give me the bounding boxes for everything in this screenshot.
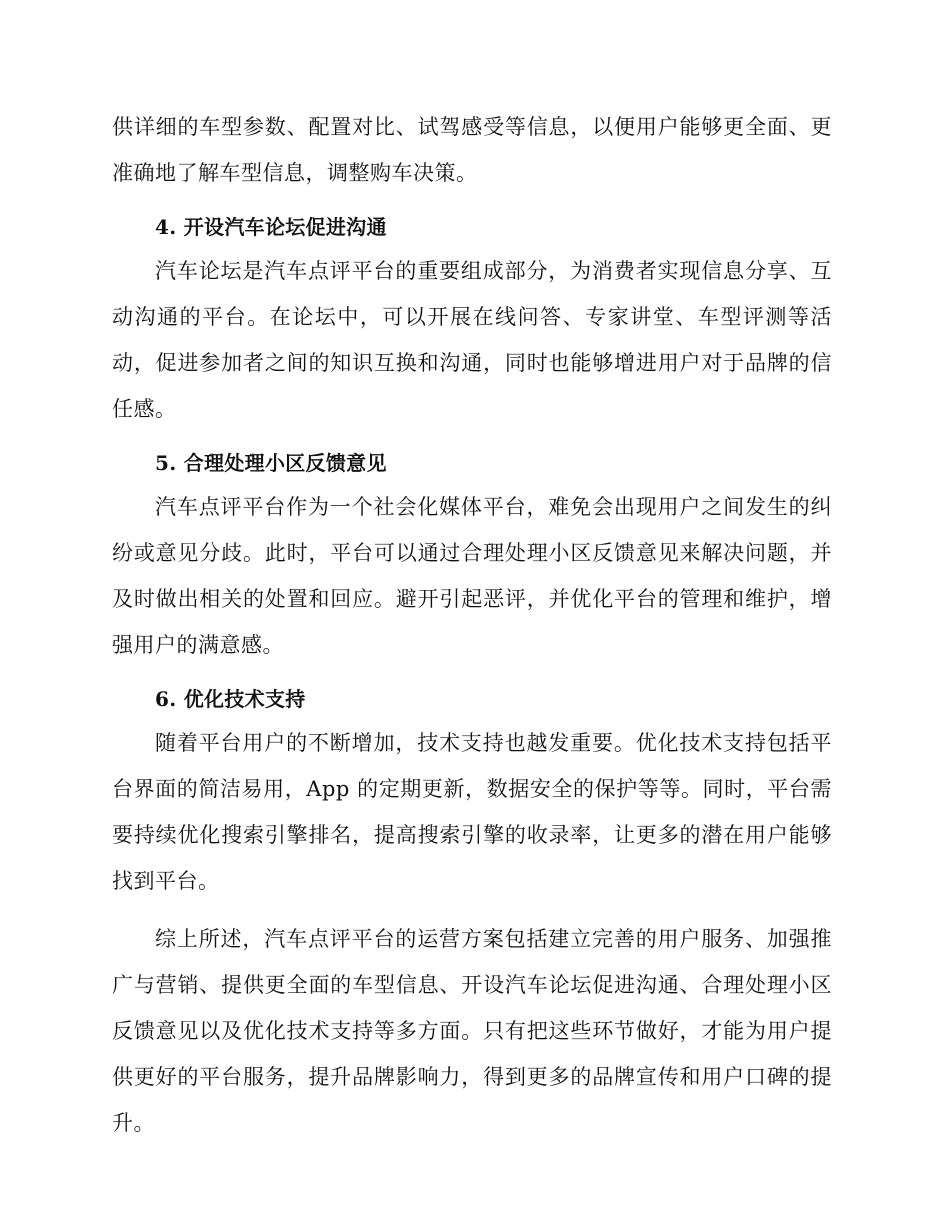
section-heading-tech-support: 6. 优化技术支持 [155, 687, 306, 711]
section-body-tech-support: 随着平台用户的不断增加，技术支持也越发重要。优化技术支持包括平台界面的简洁易用，App 的定期更新，数据安全的保护等等。同时，平台需要持续优化搜索引擎排名，提高搜索引擎的收录率，让更多的潜在用户能够找到平台。 [112, 731, 832, 893]
section-body-feedback: 汽车点评平台作为一个社会化媒体平台，难免会出现用户之间发生的纠纷或意见分歧。此时，平台可以通过合理处理小区反馈意见来解决问题，并及时做出相关的处置和回应。避开引起恶评，并优化平台的管理和维护，增强用户的满意感。 [112, 495, 832, 657]
section-heading-forum: 4. 开设汽车论坛促进沟通 [155, 215, 387, 239]
section-heading-feedback: 5. 合理处理小区反馈意见 [155, 451, 387, 475]
section-body-forum: 汽车论坛是汽车点评平台的重要组成部分，为消费者实现信息分享、互动沟通的平台。在论坛中，可以开展在线问答、专家讲堂、车型评测等活动，促进参加者之间的知识互换和沟通，同时也能够增进用户对于品牌的信任感。 [112, 259, 832, 421]
document-content [112, 104, 832, 1146]
intro-paragraph: 供详细的车型参数、配置对比、试驾感受等信息，以便用户能够更全面、更准确地了解车型信息，调整购车决策。 [112, 115, 832, 185]
conclusion-paragraph: 综上所述，汽车点评平台的运营方案包括建立完善的用户服务、加强推广与营销、提供更全面的车型信息、开设汽车论坛促进沟通、合理处理小区反馈意见以及优化技术支持等多方面。只有把这些环节做好，才能为用户提供更好的平台服务，提升品牌影响力，得到更多的品牌宣传和用户口碑的提升。 [112, 927, 832, 1135]
